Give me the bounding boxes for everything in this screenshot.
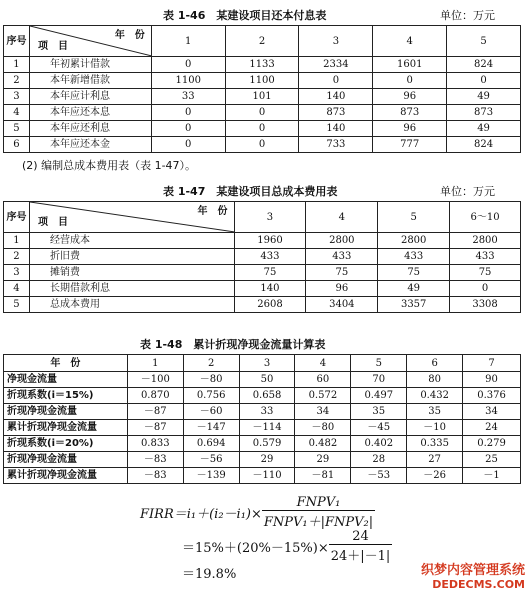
- row-label: 折现系数(i＝15%): [4, 388, 128, 404]
- table-cell: 0.376: [463, 388, 521, 404]
- table-cell: 0: [447, 73, 521, 89]
- table-cell: 0.833: [127, 436, 183, 452]
- table-row: [4, 265, 521, 281]
- table-cell: 0.756: [183, 388, 239, 404]
- row-seq: 5: [4, 297, 30, 313]
- table-cell: 0.694: [183, 436, 239, 452]
- row-label: 累计折现净现金流量: [4, 468, 128, 484]
- row-label: 经营成本: [29, 233, 234, 249]
- table-cell: 433: [306, 249, 378, 265]
- year-header: 年 份: [4, 355, 128, 372]
- table-cell: 75: [234, 265, 306, 281]
- table-cell: 433: [450, 249, 521, 265]
- formula-lhs: FIRR＝i₁＋(i₂－i₁)×: [140, 507, 262, 522]
- row-label: 本年应计利息: [29, 89, 151, 105]
- item-header-label: 项 目: [37, 217, 68, 228]
- formula-denominator: FNPV₁＋|FNPV₂|: [263, 515, 374, 530]
- table-cell: 140: [299, 121, 373, 137]
- table-48-caption: 表 1-48 累计折现净现金流量计算表: [140, 338, 326, 351]
- table-cell: 0: [373, 73, 447, 89]
- table-cell: 873: [373, 105, 447, 121]
- table-cell: 0.572: [295, 388, 351, 404]
- column-header: 7: [463, 355, 521, 372]
- table-cell: 140: [299, 89, 373, 105]
- table-cell: －147: [183, 420, 239, 436]
- table-cell: 140: [234, 281, 306, 297]
- table-cell: －10: [407, 420, 463, 436]
- column-header: 6～10: [450, 202, 521, 233]
- table-cell: 75: [306, 265, 378, 281]
- table-row: [4, 105, 521, 121]
- row-label: 累计折现净现金流量: [4, 420, 128, 436]
- table-cell: 0: [151, 57, 225, 73]
- table-row: [4, 281, 521, 297]
- row-seq: 4: [4, 105, 30, 121]
- table-46-unit: 单位：万元: [440, 9, 495, 22]
- corner-header: [29, 26, 151, 57]
- table-cell: 0: [151, 121, 225, 137]
- table-cell: 96: [373, 89, 447, 105]
- formula-line-3: ＝19.8%: [182, 567, 237, 582]
- table-cell: 1100: [151, 73, 225, 89]
- row-label: 折旧费: [29, 249, 234, 265]
- table-cell: 60: [295, 372, 351, 388]
- table-cell: 90: [463, 372, 521, 388]
- table-cell: －81: [295, 468, 351, 484]
- table-cell: 0.432: [407, 388, 463, 404]
- table-cell: 96: [373, 121, 447, 137]
- seq-header: 序号: [4, 26, 30, 57]
- column-header: 1: [151, 26, 225, 57]
- table-cell: －26: [407, 468, 463, 484]
- table-row: [4, 452, 521, 468]
- row-label: 本年应还本金: [29, 137, 151, 153]
- table-cell: 824: [447, 57, 521, 73]
- table-cell: 0: [225, 121, 299, 137]
- table-cell: 873: [447, 105, 521, 121]
- table-cell: 0.870: [127, 388, 183, 404]
- table-cell: －83: [127, 452, 183, 468]
- table-cell: 3357: [378, 297, 450, 313]
- table-row: [4, 420, 521, 436]
- table-cell: 777: [373, 137, 447, 153]
- table-cell: 2334: [299, 57, 373, 73]
- row-label: 摊销费: [29, 265, 234, 281]
- row-seq: 2: [4, 73, 30, 89]
- table-cell: 2800: [450, 233, 521, 249]
- table-row: [4, 233, 521, 249]
- watermark-logo: [421, 559, 525, 591]
- table-cell: －80: [295, 420, 351, 436]
- table-cell: 1133: [225, 57, 299, 73]
- table-cell: 0: [225, 105, 299, 121]
- row-label: 本年应还本息: [29, 105, 151, 121]
- formula-numerator: 24: [329, 529, 393, 545]
- firr-formula: [140, 495, 392, 582]
- table-cell: 80: [407, 372, 463, 388]
- seq-header: 序号: [4, 202, 30, 233]
- row-label: 折现系数(i＝20%): [4, 436, 128, 452]
- table-cell: 0.482: [295, 436, 351, 452]
- table-cell: 1100: [225, 73, 299, 89]
- table-cell: －139: [183, 468, 239, 484]
- table-cell: 873: [299, 105, 373, 121]
- table-cell: 0.402: [351, 436, 407, 452]
- row-seq: 5: [4, 121, 30, 137]
- table-cell: －100: [127, 372, 183, 388]
- column-header: 4: [373, 26, 447, 57]
- year-header-label: 年 份: [197, 206, 228, 217]
- formula-line-1: [140, 495, 392, 529]
- column-header: 3: [234, 202, 306, 233]
- table-cell: 0.279: [463, 436, 521, 452]
- table-row: [4, 249, 521, 265]
- row-label: 总成本费用: [29, 297, 234, 313]
- table-cell: 2800: [378, 233, 450, 249]
- table-cell: －114: [239, 420, 295, 436]
- table-row: [4, 388, 521, 404]
- table-row: [4, 89, 521, 105]
- table-cell: －87: [127, 404, 183, 420]
- table-46-caption: 表 1-46 某建设项目还本付息表: [163, 9, 327, 22]
- table-cell: 0.497: [351, 388, 407, 404]
- table-cell: －60: [183, 404, 239, 420]
- table-cell: 2608: [234, 297, 306, 313]
- table-cell: 33: [151, 89, 225, 105]
- table-row: [4, 137, 521, 153]
- table-47: [3, 201, 521, 313]
- corner-header: [29, 202, 234, 233]
- row-seq: 6: [4, 137, 30, 153]
- table-cell: 34: [463, 404, 521, 420]
- table-cell: 49: [378, 281, 450, 297]
- formula-denominator: 24＋|－1|: [330, 549, 391, 564]
- row-label: 折现净现金流量: [4, 404, 128, 420]
- row-seq: 1: [4, 233, 30, 249]
- table-cell: 0.335: [407, 436, 463, 452]
- table-cell: 0: [450, 281, 521, 297]
- table-row: [4, 297, 521, 313]
- row-label: 长期借款利息: [29, 281, 234, 297]
- column-header: 4: [295, 355, 351, 372]
- formula-line-2: [182, 529, 392, 563]
- row-label: 净现金流量: [4, 372, 128, 388]
- watermark-line-1: 织梦内容管理系统: [420, 563, 525, 578]
- table-48: [3, 354, 521, 484]
- table-row: [4, 73, 521, 89]
- table-cell: 25: [463, 452, 521, 468]
- table-row: [4, 436, 521, 452]
- table-cell: 49: [447, 89, 521, 105]
- row-seq: 3: [4, 89, 30, 105]
- table-cell: 49: [447, 121, 521, 137]
- column-header: 2: [183, 355, 239, 372]
- table-cell: －83: [127, 468, 183, 484]
- formula-fraction: [262, 495, 375, 530]
- table-cell: －56: [183, 452, 239, 468]
- table-47-unit: 单位：万元: [440, 185, 495, 198]
- table-cell: 75: [450, 265, 521, 281]
- table-cell: 2800: [306, 233, 378, 249]
- year-header-label: 年 份: [114, 30, 145, 41]
- column-header: 1: [127, 355, 183, 372]
- table-cell: 35: [351, 404, 407, 420]
- table-47-caption: 表 1-47 某建设项目总成本费用表: [163, 185, 338, 198]
- table-cell: 3308: [450, 297, 521, 313]
- watermark-line-2: DEDECMS.COM: [432, 578, 525, 591]
- column-header: 5: [378, 202, 450, 233]
- table-cell: －110: [239, 468, 295, 484]
- row-label: 折现净现金流量: [4, 452, 128, 468]
- formula-numerator: FNPV₁: [262, 495, 375, 511]
- table-cell: 70: [351, 372, 407, 388]
- row-seq: 3: [4, 265, 30, 281]
- table-cell: 75: [378, 265, 450, 281]
- table-cell: －87: [127, 420, 183, 436]
- column-header: 4: [306, 202, 378, 233]
- column-header: 3: [299, 26, 373, 57]
- table-cell: 101: [225, 89, 299, 105]
- table-cell: 3404: [306, 297, 378, 313]
- formula-fraction: [329, 529, 393, 564]
- row-seq: 1: [4, 57, 30, 73]
- table-row: [4, 121, 521, 137]
- table-row: [4, 372, 521, 388]
- table-cell: －45: [351, 420, 407, 436]
- table-cell: 96: [306, 281, 378, 297]
- item-header-label: 项 目: [37, 41, 68, 52]
- table-cell: －1: [463, 468, 521, 484]
- table-cell: 433: [234, 249, 306, 265]
- note-text: (2) 编制总成本费用表（表 1-47）。: [22, 159, 197, 172]
- table-cell: 433: [378, 249, 450, 265]
- table-46: [3, 25, 521, 153]
- table-cell: 733: [299, 137, 373, 153]
- row-seq: 2: [4, 249, 30, 265]
- table-cell: 0: [151, 105, 225, 121]
- table-cell: 0: [299, 73, 373, 89]
- table-cell: －80: [183, 372, 239, 388]
- formula-lhs: ＝15%＋(20%－15%)×: [182, 541, 329, 556]
- table-cell: 29: [295, 452, 351, 468]
- table-cell: －53: [351, 468, 407, 484]
- column-header: 6: [407, 355, 463, 372]
- table-cell: 24: [463, 420, 521, 436]
- table-cell: 0.579: [239, 436, 295, 452]
- row-seq: 4: [4, 281, 30, 297]
- table-row: [4, 404, 521, 420]
- table-cell: 27: [407, 452, 463, 468]
- column-header: 5: [351, 355, 407, 372]
- row-label: 年初累计借款: [29, 57, 151, 73]
- table-cell: 29: [239, 452, 295, 468]
- table-cell: 1960: [234, 233, 306, 249]
- column-header: 2: [225, 26, 299, 57]
- table-cell: 35: [407, 404, 463, 420]
- table-cell: 34: [295, 404, 351, 420]
- table-row: [4, 468, 521, 484]
- table-cell: 0: [225, 137, 299, 153]
- table-cell: 50: [239, 372, 295, 388]
- column-header: 3: [239, 355, 295, 372]
- table-cell: 28: [351, 452, 407, 468]
- table-cell: 1601: [373, 57, 447, 73]
- column-header: 5: [447, 26, 521, 57]
- table-cell: 0.658: [239, 388, 295, 404]
- table-cell: 824: [447, 137, 521, 153]
- row-label: 本年新增借款: [29, 73, 151, 89]
- table-cell: 0: [151, 137, 225, 153]
- table-row: [4, 57, 521, 73]
- row-label: 本年应还利息: [29, 121, 151, 137]
- table-cell: 33: [239, 404, 295, 420]
